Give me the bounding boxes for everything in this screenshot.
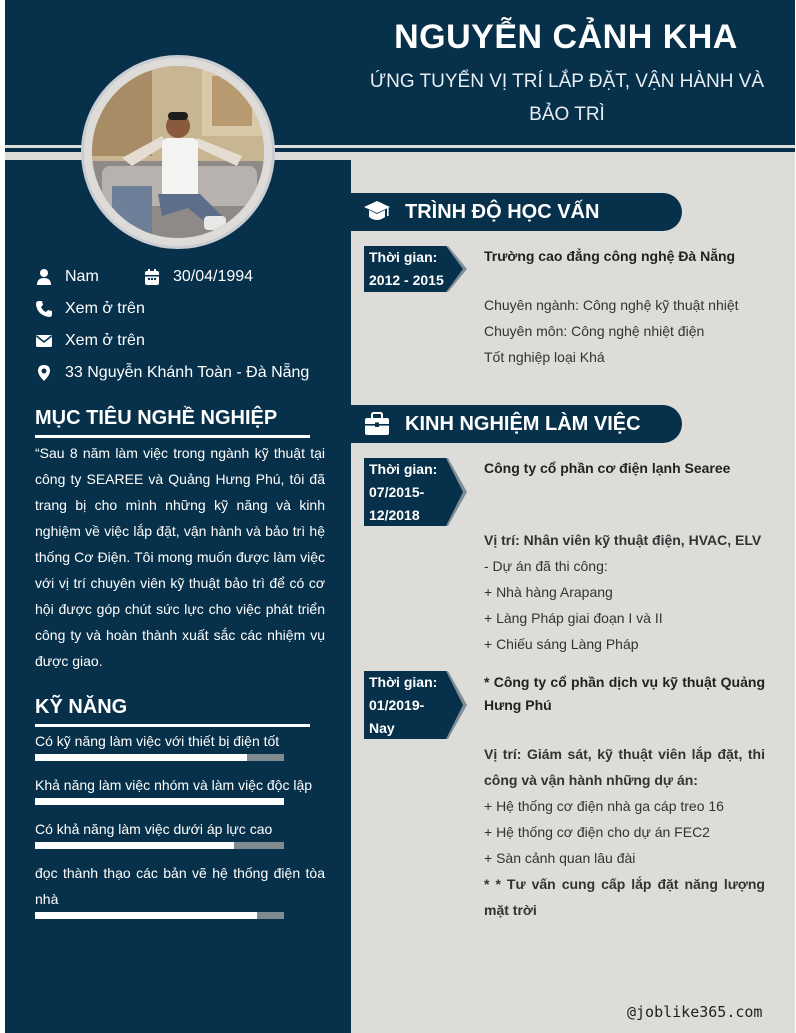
education-section-header — [351, 193, 682, 231]
phone-value: Xem ở trên — [65, 300, 145, 317]
objective-title: MỤC TIÊU NGHỀ NGHIỆP — [35, 407, 278, 429]
skill-label: đọc thành thạo các bản vẽ hệ thống điện tòa nhà — [35, 865, 325, 907]
job-time — [369, 671, 453, 740]
skill-bar-fill — [35, 912, 257, 919]
skill-bar — [35, 842, 284, 849]
job-role: Vị trí: Nhân viên kỹ thuật điện, HVAC, ELV — [484, 532, 762, 548]
job-extra: * * Tư vấn cung cấp lắp đặt năng lượng mặt trời — [484, 876, 765, 918]
time-value: 07/2015- — [369, 484, 425, 500]
skill-bar-fill — [35, 842, 234, 849]
time-value: 12/2018 — [369, 507, 420, 523]
candidate-name: NGUYỄN CẢNH KHA — [394, 18, 738, 56]
skill-bar-fill — [35, 754, 247, 761]
time-label: Thời gian: — [369, 461, 438, 477]
address-value: 33 Nguyễn Khánh Toàn - Đà Nẵng — [65, 364, 310, 381]
skills-title: KỸ NĂNG — [35, 696, 128, 718]
skill-label: Khả năng làm việc nhóm và làm việc độc lập — [35, 777, 313, 793]
location-pin-icon — [35, 364, 53, 382]
job-time-tag — [364, 671, 467, 739]
education-detail: Tốt nghiệp loại Khá — [484, 349, 605, 365]
school-name: Trường cao đẳng công nghệ Đà Nẵng — [484, 248, 736, 264]
email-value: Xem ở trên — [65, 332, 145, 349]
skill-bar — [35, 912, 284, 919]
education-time — [369, 246, 453, 292]
education-detail: Chuyên môn: Công nghệ nhiệt điện — [484, 323, 705, 339]
gender-value: Nam — [65, 268, 99, 285]
experience-title: KINH NGHIỆM LÀM VIỆC — [405, 413, 641, 435]
job-detail: + Làng Pháp giai đoạn I và II — [484, 610, 663, 626]
skill-bar — [35, 798, 284, 805]
time-label: Thời gian: — [369, 249, 438, 265]
time-label: Thời gian: — [369, 674, 438, 690]
time-value: 01/2019- — [369, 697, 425, 713]
profile-photo-illustration — [92, 66, 264, 238]
graduation-cap-icon — [363, 199, 391, 225]
job-position-line: ỨNG TUYỂN VỊ TRÍ LẮP ĐẶT, VẬN HÀNH VÀ — [369, 71, 765, 92]
objective-rule — [35, 435, 310, 438]
briefcase-icon — [363, 411, 391, 437]
job-detail: + Chiếu sáng Làng Pháp — [484, 636, 639, 652]
education-detail: Chuyên ngành: Công nghệ kỹ thuật nhiệt — [484, 297, 739, 313]
job-time — [369, 458, 453, 527]
job-position — [367, 65, 767, 131]
job-position-line: BẢO TRÌ — [529, 104, 605, 125]
skills-rule — [35, 724, 310, 727]
job-detail: + Sàn cảnh quan lâu đài — [484, 850, 636, 866]
phone-icon — [35, 300, 53, 318]
company-name: Công ty cổ phần cơ điện lạnh Searee — [484, 460, 731, 476]
cv-page — [5, 0, 795, 1033]
envelope-icon — [35, 332, 53, 350]
profile-photo-frame — [81, 55, 275, 249]
education-title: TRÌNH ĐỘ HỌC VẤN — [405, 201, 600, 223]
skill-bar — [35, 754, 284, 761]
job-time-tag — [364, 458, 467, 526]
time-value: Nay — [369, 720, 395, 736]
calendar-icon — [143, 268, 161, 286]
job-detail: + Hệ thống cơ điện cho dự án FEC2 — [484, 824, 710, 840]
education-time-tag — [364, 246, 467, 292]
person-icon — [35, 268, 53, 286]
objective-text: “Sau 8 năm làm việc trong ngành kỹ thuật tại công ty SEAREE và Quảng Hưng Phú, tôi đã trang bị cho mình những kỹ năng và kinh nghiệm về việc lắp đặt, vận hành và bảo trì hệ thống Cơ Điện. Tôi mong muốn được làm việc với vị trí chuyên viên kỹ thuật bảo trì để có cơ hội được góp chút sức lực cho việc phát triển công ty và hoàn thành xuất sắc các nhiệm vụ được giao. — [35, 445, 325, 669]
job-detail: - Dự án đã thi công: — [484, 558, 608, 574]
job-detail: + Nhà hàng Arapang — [484, 584, 613, 600]
experience-section-header — [351, 405, 682, 443]
skill-label: Có kỹ năng làm việc với thiết bị điện tốt — [35, 733, 280, 749]
skill-label: Có khả năng làm việc dưới áp lực cao — [35, 821, 273, 837]
watermark: @joblike365.com — [627, 1003, 763, 1021]
time-value: 2012 - 2015 — [369, 272, 444, 288]
birthday-value: 30/04/1994 — [173, 268, 254, 285]
job-detail: + Hệ thống cơ điện nhà ga cáp treo 16 — [484, 798, 724, 814]
job-role: Vị trí: Giám sát, kỹ thuật viên lắp đặt, thi công và vận hành những dự án: — [484, 746, 765, 788]
skill-bar-fill — [35, 798, 284, 805]
company-name: * Công ty cổ phần dịch vụ kỹ thuật Quảng Hưng Phú — [484, 674, 765, 713]
profile-photo — [92, 66, 264, 238]
